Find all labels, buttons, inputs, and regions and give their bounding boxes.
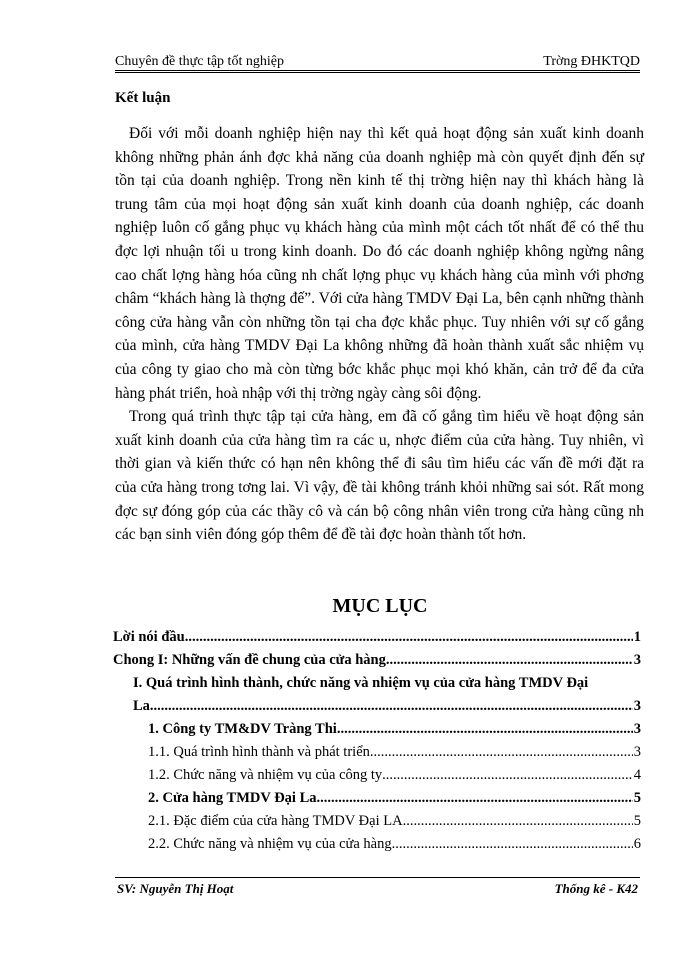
header-university: Trờng ĐHKTQD [543, 54, 640, 69]
toc-entry-label: Lời nói đầu [113, 629, 185, 645]
table-of-contents [113, 626, 641, 856]
toc-entry-label: 2.2. Chức năng và nhiệm vụ của cửa hàng [148, 836, 392, 852]
footer-student-name: SV: Nguyễn Thị Hoạt [117, 881, 234, 896]
page-header [115, 54, 640, 73]
toc-entry[interactable] [113, 764, 641, 787]
toc-entry-label: 2.1. Đặc điểm của cửa hàng TMDV Đại LA [148, 813, 403, 829]
toc-entry[interactable] [113, 626, 641, 649]
toc-entry-label: 1. Công ty TM&DV Tràng Thi [148, 721, 337, 737]
toc-entry-page: 3 [633, 744, 641, 760]
toc-entry-page: 5 [633, 813, 641, 829]
toc-entry[interactable] [113, 833, 641, 856]
toc-entry-page: 1 [633, 629, 641, 645]
toc-entry-wrapped-line2[interactable] [113, 695, 641, 718]
toc-entry-page: 3 [633, 652, 641, 668]
toc-entry-label: Chong I: Những vấn đề chung của cửa hàng [113, 652, 386, 668]
toc-entry[interactable] [113, 718, 641, 741]
toc-entry-page: 4 [633, 767, 641, 783]
toc-entry-page: 6 [633, 836, 641, 852]
conclusion-heading: Kết luận [115, 90, 171, 106]
toc-entry-wrapped-line1[interactable]: I. Quá trình hình thành, chức năng và nhiệm vụ của cửa hàng TMDV Đại [133, 675, 589, 691]
toc-entry-label: 2. Cửa hàng TMDV Đại La [148, 790, 317, 806]
toc-entry-label: 1.2. Chức năng và nhiệm vụ của công ty [148, 767, 383, 783]
toc-entry-label: 1.1. Quá trình hình thành và phát triển [148, 744, 370, 760]
toc-heading: MỤC LỤC [332, 595, 428, 617]
conclusion-paragraph: Trong quá trình thực tập tại cửa hàng, em đã cố gắng tìm hiểu về hoạt động sản xuất kinh doanh của cửa hàng tìm ra các u, nhợc điểm của cửa hàng. Tuy nhiên, vì thời gian và kiến thức có hạn nên không thể đi sâu tìm hiểu các vấn đề mới đặt ra của cửa hàng trong tơng lai. Vì vậy, đề tài không tránh khỏi những sai sót. Rất mong đợc sự đóng góp của các thầy cô và cán bộ công nhân viên trong cửa hàng cũng nh các bạn sinh viên đóng góp thêm để đề tài đợc hoàn thành tốt hơn. [115, 408, 644, 544]
page-footer [115, 877, 640, 898]
header-document-title: Chuyên đề thực tập tốt nghiệp [115, 54, 284, 69]
toc-entry[interactable] [113, 649, 641, 672]
conclusion-body [115, 122, 644, 547]
footer-class: Thống kê - K42 [554, 881, 638, 896]
toc-entry[interactable] [113, 810, 641, 833]
toc-entry-label: La [133, 698, 150, 714]
toc-entry-page: 3 [633, 721, 641, 737]
toc-entry-page: 5 [633, 790, 641, 806]
toc-entry[interactable] [113, 741, 641, 764]
toc-entry[interactable] [113, 787, 641, 810]
toc-entry-page: 3 [633, 698, 641, 714]
conclusion-paragraph: Đối với mỗi doanh nghiệp hiện nay thì kết quả hoạt động sản xuất kinh doanh không những phản ánh đợc khả năng của doanh nghiệp mà còn quyết định đến sự tồn tại của doanh nghiệp. Trong nền kinh tế thị trờng hiện nay thì khách hàng là trung tâm của mọi hoạt động sản xuất kinh doanh của doanh nghiệp, các doanh nghiệp luôn cố gắng phục vụ khách hàng của mình một cách tốt nhất để có thể thu đợc lợi nhuận tối u trong kinh doanh. Do đó các doanh nghiệp không ngừng nâng cao chất lợng hàng hóa cũng nh chất lợng phục vụ khách hàng của mình với phơng châm “khách hàng là thợng đế”. Với cửa hàng TMDV Đại La, bên cạnh những thành công cửa hàng vẫn còn những tồn tại cha đợc khắc phục. Tuy nhiên với sự cố gắng của mình, cửa hàng TMDV Đại La không những đã hoàn thành xuất sắc nhiệm vụ của công ty giao cho mà còn từng bớc khắc phục mọi khó khăn, cản trở để đa cửa hàng phát triển, hoà nhập với thị trờng ngày càng sôi động. [115, 125, 644, 402]
